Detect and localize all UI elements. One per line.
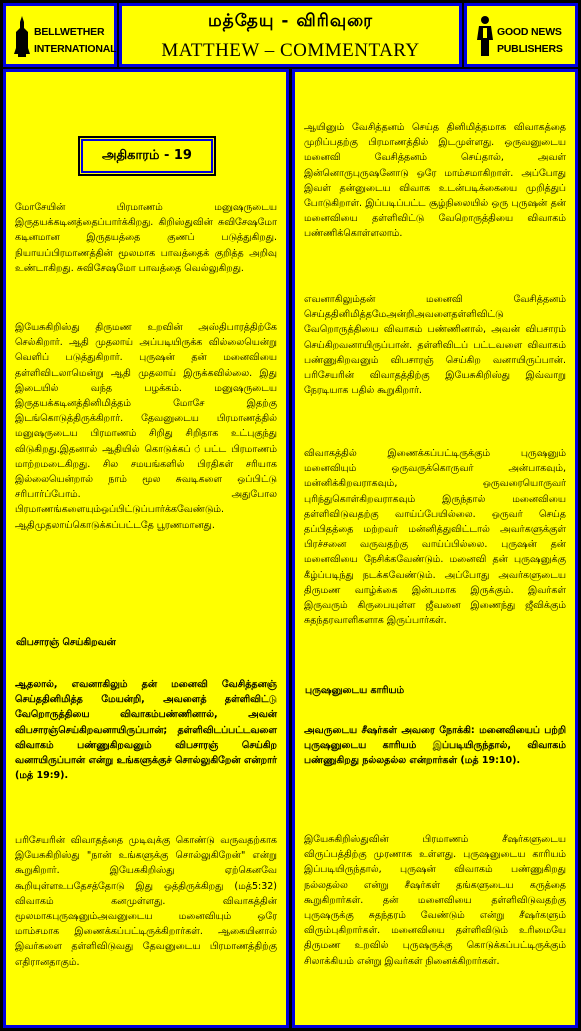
right-column <box>292 69 578 1028</box>
section-heading: விபசாரஞ் செய்கிறவன் <box>16 637 116 648</box>
paragraph: இயேசுகிறிஸ்துவின் பிரமாணம் சீஷர்களுடைய விருப்பத்திற்கு முரணாக உள்ளது. புருஷனுடைய காரியம் இப்படியிருந்தால், புருஷன் விவாகம் பண்ணுகிறது நல்லதல்ல என்று சீஷர்கள் தங்களுடைய கருத்தை கூறுகிறார்கள். தன் மனைவியை தள்ளிவிடுவதற்கு புருஷருக்கு சுதந்தரம் வேண்டும் என்று சீஷர்களும் விரும்புகிறார்கள். மனைவியை தள்ளிவிடும் உரிமையே திருமண உறவில் புருஷருக்கு கொடுக்கப்பட்டிருக்கும் சிலாக்கியம் என்று இவர்கள் நினைக்கிறார்கள். <box>304 834 566 967</box>
logo-text-line2: PUBLISHERS <box>497 43 563 55</box>
bellwether-logo <box>12 14 117 60</box>
chapter-title: அதிகாரம் - 19 <box>81 139 213 173</box>
good-news-logo <box>475 14 573 60</box>
scripture-quote: அவருடைய சீஷர்கள் அவரை நோக்கி: மனைவியைப் பற்றி புருஷனுடைய காரியம் இப்படியிருந்தால், விவாகம் பண்ணுகிறது நல்லதல்ல என்றார்கள் (மத் 19:10). <box>304 725 566 767</box>
paragraph: ஆயினும் வேசித்தனம் செய்த தினிமித்தமாக விவாகத்தை முறிப்பதற்கு பிரமாணத்தில் இடமுள்ளது. ஒருவனுடைய மனைவி வேசித்தனம் செய்தால், அவள் இன்னொருபுருஷனோடு ஒரே மாம்சமாகிறாள். அப்போது இவள் தன்னுடைய விவாக உடன்படிக்கையை முறித்துப் போடுகிறாள். இப்படிப்பட்ட சூழ்நிலையில் ஒரு புருஷன் தன் மனைவியை தள்ளிவிட்டு வேறொருத்தியை விவாகம் பண்ணிக்கொள்ளலாம். <box>304 122 566 240</box>
logo-text-line2: INTERNATIONAL <box>34 43 117 55</box>
header-left-logo-panel <box>3 3 117 67</box>
logo-text-line1: GOOD NEWS <box>497 26 562 38</box>
title-english: MATTHEW – COMMENTARY <box>161 40 420 61</box>
paragraph: பரிசேயரின் விவாதத்தை முடிவுக்கு கொண்டு வருவதற்காக இயேசுகிறிஸ்து "நான் உங்களுக்கு சொல்லுகிறேன்" என்று கூறுகிறார். இயேசுகிறிஸ்து ஏற்கெனவே கூறியுள்ளஉபதேசத்தோடு இது ஒத்திருக்கிறது (மத்5:32) விவாகம் கனமுள்ளது. விவாகத்தின் மூலமாகபுருஷனும்அவனுடைய மனைவியும் ஒரே மாம்சமாக இணைக்கப்பட்டிருக்கிறார்கள். ஆகையினால் இவர்களை தள்ளிவிடுவது தேவனுடைய பிரமாணத்திற்கு எதிரானதாகும். <box>15 835 277 968</box>
bell-icon <box>12 14 32 58</box>
title-tamil: மத்தேயு - விரிவுரை <box>207 11 374 31</box>
logo-text-line1: BELLWETHER <box>34 26 105 38</box>
paragraph: எவனாகிலும்தன் மனைவி வேசித்தனம் செய்ததினிமித்தமேஅன்றிஅவளைதள்ளிவிட்டு வேறொருத்தியை விவாகம் பண்ணினால், அவன் விபசாரம் செய்கிறவனாயிருப்பான். தள்ளிவிடப் பட்டவளை விவாகம் பண்ணுகிறவனும் விபசாரஞ் செய்கிற வனாயிருப்பான். பரிசேயரின் விவாதத்திற்கு இயேசுகிறிஸ்து இவ்வாறு நேரடியாக பதில் கூறுகிறார். <box>304 294 566 397</box>
header-title-panel <box>119 3 462 67</box>
figure-icon <box>475 14 495 58</box>
paragraph: மோசேயின் பிரமாணம் மனுஷருடைய இருதயக்கடினத்தைப்பார்க்கிறது. கிறிஸ்துவின் சுவிசேஷமோ கடினமான இருதயத்தை குணப் படுத்துகிறது. நியாயப்பிரமாணத்தின் மூலமாக பாவத்தைக் குறித்த அறிவு உண்டாகிறது. சுவிசேஷமோ பாவத்தை வெல்லுகிறது. <box>15 202 277 274</box>
section-heading: புருஷனுடைய காரியம் <box>305 685 405 696</box>
paragraph: இயேசுகிறிஸ்து திருமண உறவின் அஸ்திபாரத்திற்கே செல்கிறார். ஆதி முதலாய் அப்படியிருக்க வில்லையென்று வெளிப் படுத்துகிறார். புருஷன் தன் மனைவியை தள்ளிவிடலாமென்று ஆதி முதலாய் இருக்கவில்லை. இது இடையில் வந்த பழக்கம். மனுஷருடைய இருதயக்கடினத்தினிமித்தம் மோசே இதற்கு இடங்கொடுத்திருக்கிறார். தேவனுடைய பிரமாணத்தில் மனுஷருடைய பிரமாணம் சிறிது சிறிதாக உட்புகுந்து விடுகிறது.இதனால் ஆதியில் கொடுக்கப் ்பட்ட பிரமாணம் மாற்றமடைகிறது. சில சமயங்களில் பிரதிகள் சரியாக இல்லையென்றால் நாம் மூல சுவடிகளை ஒப்பிட்டு சரிபார்ப்போம். அதுபோல பிரமாணங்களையும்ஒப்பிட்டுப்பார்க்கவேண்டும். ஆதிமுதலாய்கொடுக்கப்பட்டதே பூரணமானது. <box>15 322 277 531</box>
paragraph: விவாகத்தில் இணைக்கப்பட்டிருக்கும் புருஷனும் மனைவியும் ஒருவருக்கொருவர் அன்பாகவும், மன்னிக்கிறவராகவும், ஒருவரையொருவர் புரிந்துகொள்கிறவராகவும் இருந்தால் மனைவியை தள்ளிவிடுவதற்கு வாய்ப்பேயில்லை. ஒருவர் செய்த தப்பிதத்தை மற்றவர் மன்னித்துவிட்டால் அவர்களுக்குள் பிரச்சனை வருவதற்கு வாய்ப்பில்லை. புருஷன் தன் மனைவியை நேசிக்கவேண்டும். மனைவி தன் புருஷனுக்கு கீழ்ப்படிந்து நடக்கவேண்டும். அப்போது அவர்களுடைய திருமண வாழ்க்கை இன்பமாக இருக்கும். இவர்கள் இருவரும் கிருபையுள்ள ஜீவனை இணைந்து ஜீவிக்கும் சுதந்தரவாளிகளாக இருப்பார்கள். <box>304 448 566 627</box>
scripture-quote: ஆதலால், எவனாகிலும் தன் மனைவி வேசித்தனஞ் செய்ததினிமித்த மேயன்றி, அவளைத் தள்ளிவிட்டு வேறொருத்தியை விவாகம்பண்ணினால், அவன் விபசாரஞ்செய்கிறவனாயிருப்பான்; தள்ளிவிடப்பட்டவளை விவாகம் பண்ணுகிறவனும் விபசாரஞ் செய்கிற வனாயிருப்பான் என்று உங்களுக்குச் சொல்லுகிறேன் என்றார் (மத் 19:9). <box>15 679 277 782</box>
header-right-logo-panel <box>464 3 578 67</box>
left-column <box>3 69 289 1028</box>
